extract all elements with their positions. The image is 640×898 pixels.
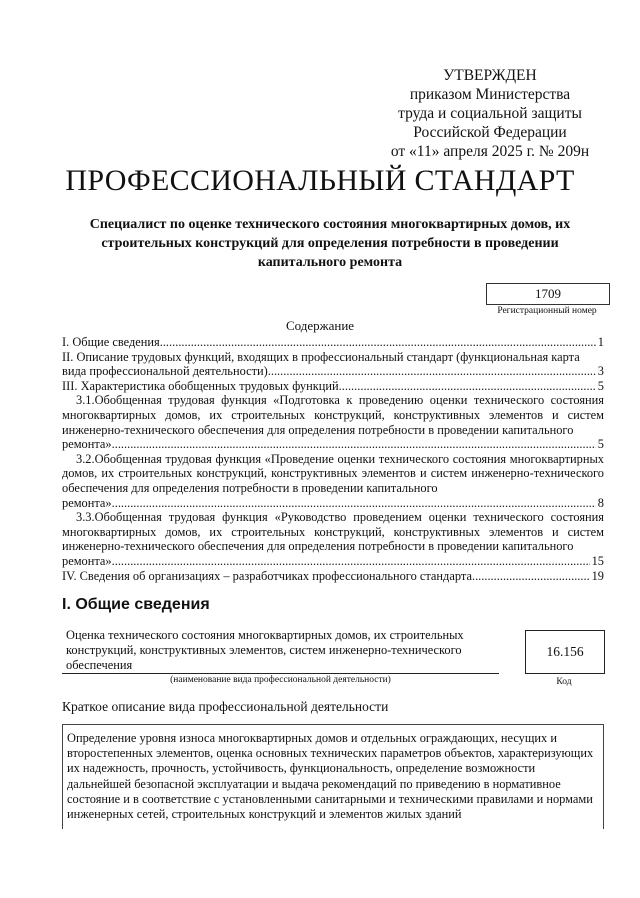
toc-page-number: 5 [597, 378, 604, 393]
approval-line: труда и социальной защиты [398, 105, 582, 122]
toc-item[interactable] [62, 335, 604, 350]
contents-title: Содержание [285, 318, 355, 333]
toc-page-number: 8 [597, 495, 604, 510]
document-title: ПРОФЕССИОНАЛЬНЫЙ СТАНДАРТ [65, 164, 575, 197]
toc-leader [472, 569, 590, 584]
toc-item[interactable] [62, 350, 604, 379]
toc-item-label: ремонта» [62, 437, 112, 452]
toc-leader [160, 335, 596, 350]
registration-label: Регистрационный номер [497, 306, 597, 316]
toc-item-label: II. Описание трудовых функций, входящих в профессиональный стандарт (функциональная карта [62, 349, 580, 364]
toc-item[interactable] [62, 510, 604, 568]
activity-name: Оценка технического состояния многоквартирных домов, их строительных конструкций, конструктивных элементов, систем инженерно-технического обеспечения [66, 628, 464, 672]
toc-item-label: 3.2.Обобщенная трудовая функция «Проведение оценки технического состояния многоквартирных домов, их строительных конструкций, конструктивных элементов и систем инженерно-технического обеспечения для определения потребности в проведении капитального [62, 451, 604, 495]
activity-caption: (наименование вида профессиональной деятельности) [170, 675, 391, 685]
activity-code: 16.156 [525, 630, 605, 674]
toc-item-label: 3.3.Обобщенная трудовая функция «Руководство проведением оценки технического состояния многоквартирных домов, их строительных конструкций, конструктивных элементов и систем инженерно-технического обеспечения для определения потребности в проведении капитального [62, 510, 604, 554]
approval-stamp [360, 66, 620, 161]
toc-item[interactable] [62, 569, 604, 584]
toc-leader [339, 379, 596, 394]
toc-item-label: 3.1.Обобщенная трудовая функция «Подготовка к проведению оценки технического состояния многоквартирных домов, их строительных конструкций, конструктивных элементов и систем инженерно-технического обеспечения для определения потребности в проведении капитального [62, 393, 604, 437]
toc-item-label: IV. Сведения об организациях – разработчиках профессионального стандарта [62, 568, 472, 583]
registration-number: 1709 [486, 283, 610, 305]
toc-leader [112, 554, 590, 569]
code-caption: Код [556, 677, 572, 687]
toc-item[interactable] [62, 452, 604, 510]
toc-item-label: III. Характеристика обобщенных трудовых функций [62, 378, 339, 393]
toc-item[interactable] [62, 393, 604, 451]
toc-item-label: ремонта» [62, 495, 112, 510]
toc-page-number: 3 [597, 364, 604, 379]
table-of-contents [62, 335, 604, 583]
description-label: Краткое описание вида профессиональной деятельности [62, 699, 389, 714]
approval-line: УТВЕРЖДЕН [443, 67, 537, 84]
toc-item-label: вида профессиональной деятельности) [62, 364, 268, 379]
toc-item-label: ремонта» [62, 553, 112, 568]
toc-leader [268, 364, 596, 379]
toc-page-number: 15 [591, 553, 604, 568]
toc-leader [112, 496, 596, 511]
toc-item-label: I. Общие сведения [62, 335, 160, 349]
approval-line: от «11» апреля 2025 г. № 209н [390, 143, 590, 160]
approval-line: приказом Министерства [409, 86, 571, 103]
section-heading: I. Общие сведения [62, 596, 210, 613]
toc-page-number: 1 [597, 335, 604, 349]
toc-page-number: 5 [597, 437, 604, 452]
activity-underline [62, 673, 499, 674]
approval-line: Российской Федерации [413, 124, 567, 141]
toc-item[interactable] [62, 379, 604, 394]
toc-page-number: 19 [591, 568, 604, 583]
toc-leader [112, 437, 596, 452]
description-box: Определение уровня износа многоквартирных домов и отдельных ограждающих, несущих и второстепенных элементов, оценка основных технических параметров объектов, характеризующих их надежность, прочность, устойчивость, функциональность, определение возможности дальнейшей безопасной эксплуатации и выдача рекомендаций по приведению в нормативное состояние и в соответствие с установленными санитарными и техническими правилами и нормами инженерных сетей, строительных конструкций и элементов жилых зданий [62, 724, 604, 829]
standard-subtitle: Специалист по оценке технического состояния многоквартирных домов, их строительных конструкций для определения потребности в проведении капитального ремонта [89, 217, 571, 270]
